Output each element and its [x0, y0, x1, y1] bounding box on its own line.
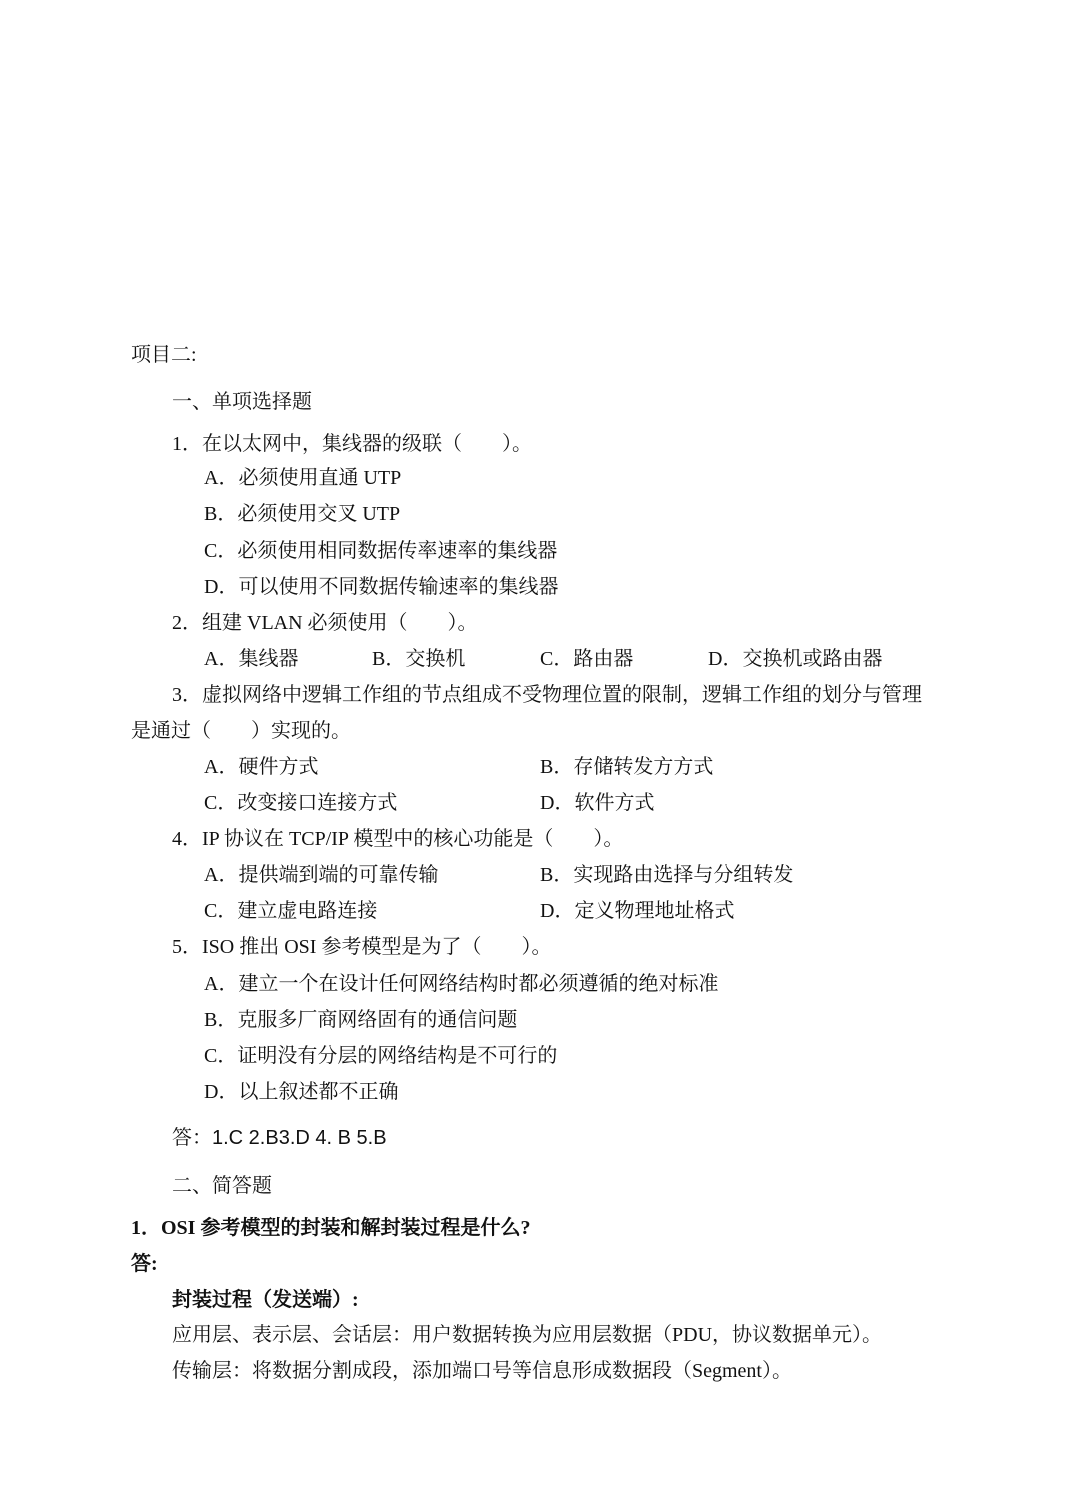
q5-option-d: D．以上叙述都不正确: [204, 1081, 399, 1103]
q2-option-a: A．集线器: [204, 648, 299, 670]
q1-stem: 1．在以太网中，集线器的级联（ ）。: [172, 433, 532, 455]
q2-option-b: B．交换机: [372, 648, 466, 670]
q3-stem-line2: 是通过（ ）实现的。: [131, 720, 351, 742]
q5-stem: 5．ISO 推出 OSI 参考模型是为了（ ）。: [172, 936, 552, 958]
q4-option-c: C．建立虚电路连接: [204, 900, 378, 922]
answers-line: 答：1.C 2.B3.D 4. B 5.B: [172, 1127, 387, 1149]
q5-option-b: B．克服多厂商网络固有的通信问题: [204, 1009, 518, 1031]
q1-option-d: D．可以使用不同数据传输速率的集线器: [204, 576, 559, 598]
part2-title: 二、简答题: [172, 1175, 272, 1197]
q4-option-b: B．实现路由选择与分组转发: [540, 864, 794, 886]
q2-stem: 2．组建 VLAN 必须使用（ ）。: [172, 612, 478, 634]
section-title: 项目二:: [131, 344, 197, 366]
q2-option-d: D．交换机或路由器: [708, 648, 883, 670]
q3-option-a: A．硬件方式: [204, 756, 319, 778]
q1-option-c: C．必须使用相同数据传率速率的集线器: [204, 540, 558, 562]
q1-option-b: B．必须使用交叉 UTP: [204, 503, 401, 525]
part1-title: 一、单项选择题: [172, 391, 312, 413]
q5-option-a: A．建立一个在设计任何网络结构时都必须遵循的绝对标准: [204, 973, 719, 995]
q4-option-a: A．提供端到端的可靠传输: [204, 864, 439, 886]
q3-option-d: D．软件方式: [540, 792, 655, 814]
q1-option-a: A．必须使用直通 UTP: [204, 467, 402, 489]
q3-option-b: B．存储转发方方式: [540, 756, 714, 778]
encapsulation-line2: 传输层：将数据分割成段，添加端口号等信息形成数据段（Segment）。: [172, 1360, 792, 1382]
q4-stem: 4．IP 协议在 TCP/IP 模型中的核心功能是（ ）。: [172, 828, 624, 850]
answer-label: 答:: [131, 1253, 158, 1275]
encapsulation-line1: 应用层、表示层、会话层：用户数据转换为应用层数据（PDU，协议数据单元）。: [172, 1324, 883, 1346]
q3-option-c: C．改变接口连接方式: [204, 792, 398, 814]
q3-stem-line1: 3．虚拟网络中逻辑工作组的节点组成不受物理位置的限制，逻辑工作组的划分与管理: [172, 684, 922, 706]
q4-option-d: D．定义物理地址格式: [540, 900, 735, 922]
encapsulation-title: 封装过程（发送端）:: [172, 1289, 359, 1311]
q2-option-c: C．路由器: [540, 648, 634, 670]
part2-q1-stem: 1．OSI 参考模型的封装和解封装过程是什么?: [131, 1217, 531, 1239]
q5-option-c: C．证明没有分层的网络结构是不可行的: [204, 1045, 558, 1067]
